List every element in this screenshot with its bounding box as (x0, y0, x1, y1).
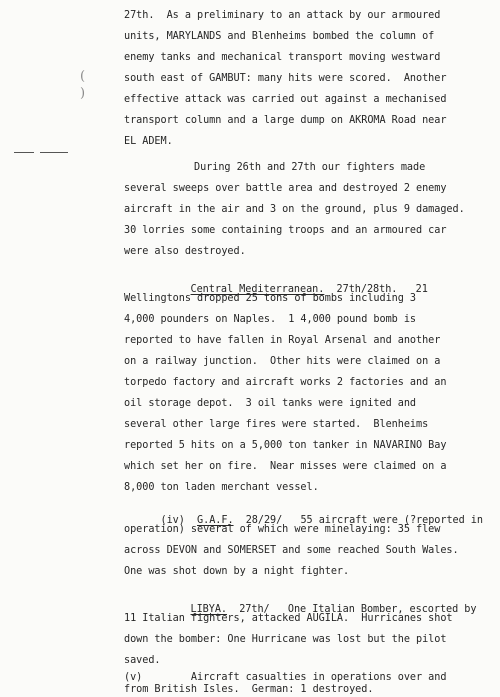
text-line: 4,000 pounders on Naples. 1 4,000 pound bomb is (124, 314, 417, 325)
text-line: from British Isles. German: 1 destroyed. (124, 684, 374, 695)
text-line: on a railway junction. Other hits were claimed on a (124, 356, 441, 367)
text-line: effective attack was carried out against a mechanised (124, 94, 447, 105)
text-line: saved. (124, 655, 161, 666)
text-line: 8,000 ton laden merchant vessel. (124, 482, 319, 493)
text-line: enemy tanks and mechanical transport moving westward (124, 52, 441, 63)
text-line: south east of GAMBUT: many hits were scored. Another (124, 73, 447, 84)
margin-dash-2 (40, 152, 68, 153)
text-line: which set her on fire. Near misses were claimed on a (124, 461, 447, 472)
text-line: EL ADEM. (124, 136, 173, 147)
text-line: several other large fires were started. Blenheims (124, 419, 429, 430)
text-line: down the bomber: One Hurricane was lost but the pilot (124, 634, 447, 645)
text-line: across DEVON and SOMERSET and some reached South Wales. (124, 545, 459, 556)
text-line: reported 5 hits on a 5,000 ton tanker in NAVARINO Bay (124, 440, 447, 451)
text-line: One was shot down by a night fighter. (124, 566, 350, 577)
section-heading: G.A.F. (197, 515, 234, 526)
section-heading: Central Mediterranean. (190, 284, 325, 295)
margin-dash-1 (14, 152, 34, 153)
text-line: 11 Italian fighters, attacked AUGILA. Hurricanes shot (124, 613, 453, 624)
text-line: (v) Aircraft casualties in operations over and (124, 672, 447, 683)
text-line: operation) several of which were minelaying: 35 flew (124, 524, 441, 535)
section-heading: LIBYA. (190, 604, 228, 615)
text-line: reported to have fallen in Royal Arsenal and another (124, 335, 441, 346)
text-line: 30 lorries some containing troops and an armoured car (124, 225, 447, 236)
text-line: were also destroyed. (124, 246, 246, 257)
text-span: 27th/ One Italian Bomber, escorted by (227, 604, 477, 615)
text-line: units, MARYLANDS and Blenheims bombed the column of (124, 31, 435, 42)
text-line: transport column and a large dump on AKROMA Road near (124, 115, 447, 126)
text-line: During 26th and 27th our fighters made (194, 162, 426, 173)
text-line: oil storage depot. 3 oil tanks were ignited and (124, 398, 417, 409)
text-line: several sweeps over battle area and destroyed 2 enemy (124, 183, 447, 194)
text-span: 27th/28th. 21 (324, 284, 428, 295)
text-line: 27th. As a preliminary to an attack by our armoured (124, 10, 441, 21)
text-span: (iv) (160, 515, 198, 526)
text-span: 28/29/ 55 aircraft were (?reported in (233, 515, 483, 526)
margin-bracket-mark: ) (80, 86, 86, 101)
margin-bracket-mark: ( (80, 69, 86, 84)
text-line: torpedo factory and aircraft works 2 factories and an (124, 377, 447, 388)
text-line: aircraft in the air and 3 on the ground, plus 9 damaged. (124, 204, 465, 215)
text-line: Wellingtons dropped 25 tons of bombs including 3 (124, 293, 417, 304)
